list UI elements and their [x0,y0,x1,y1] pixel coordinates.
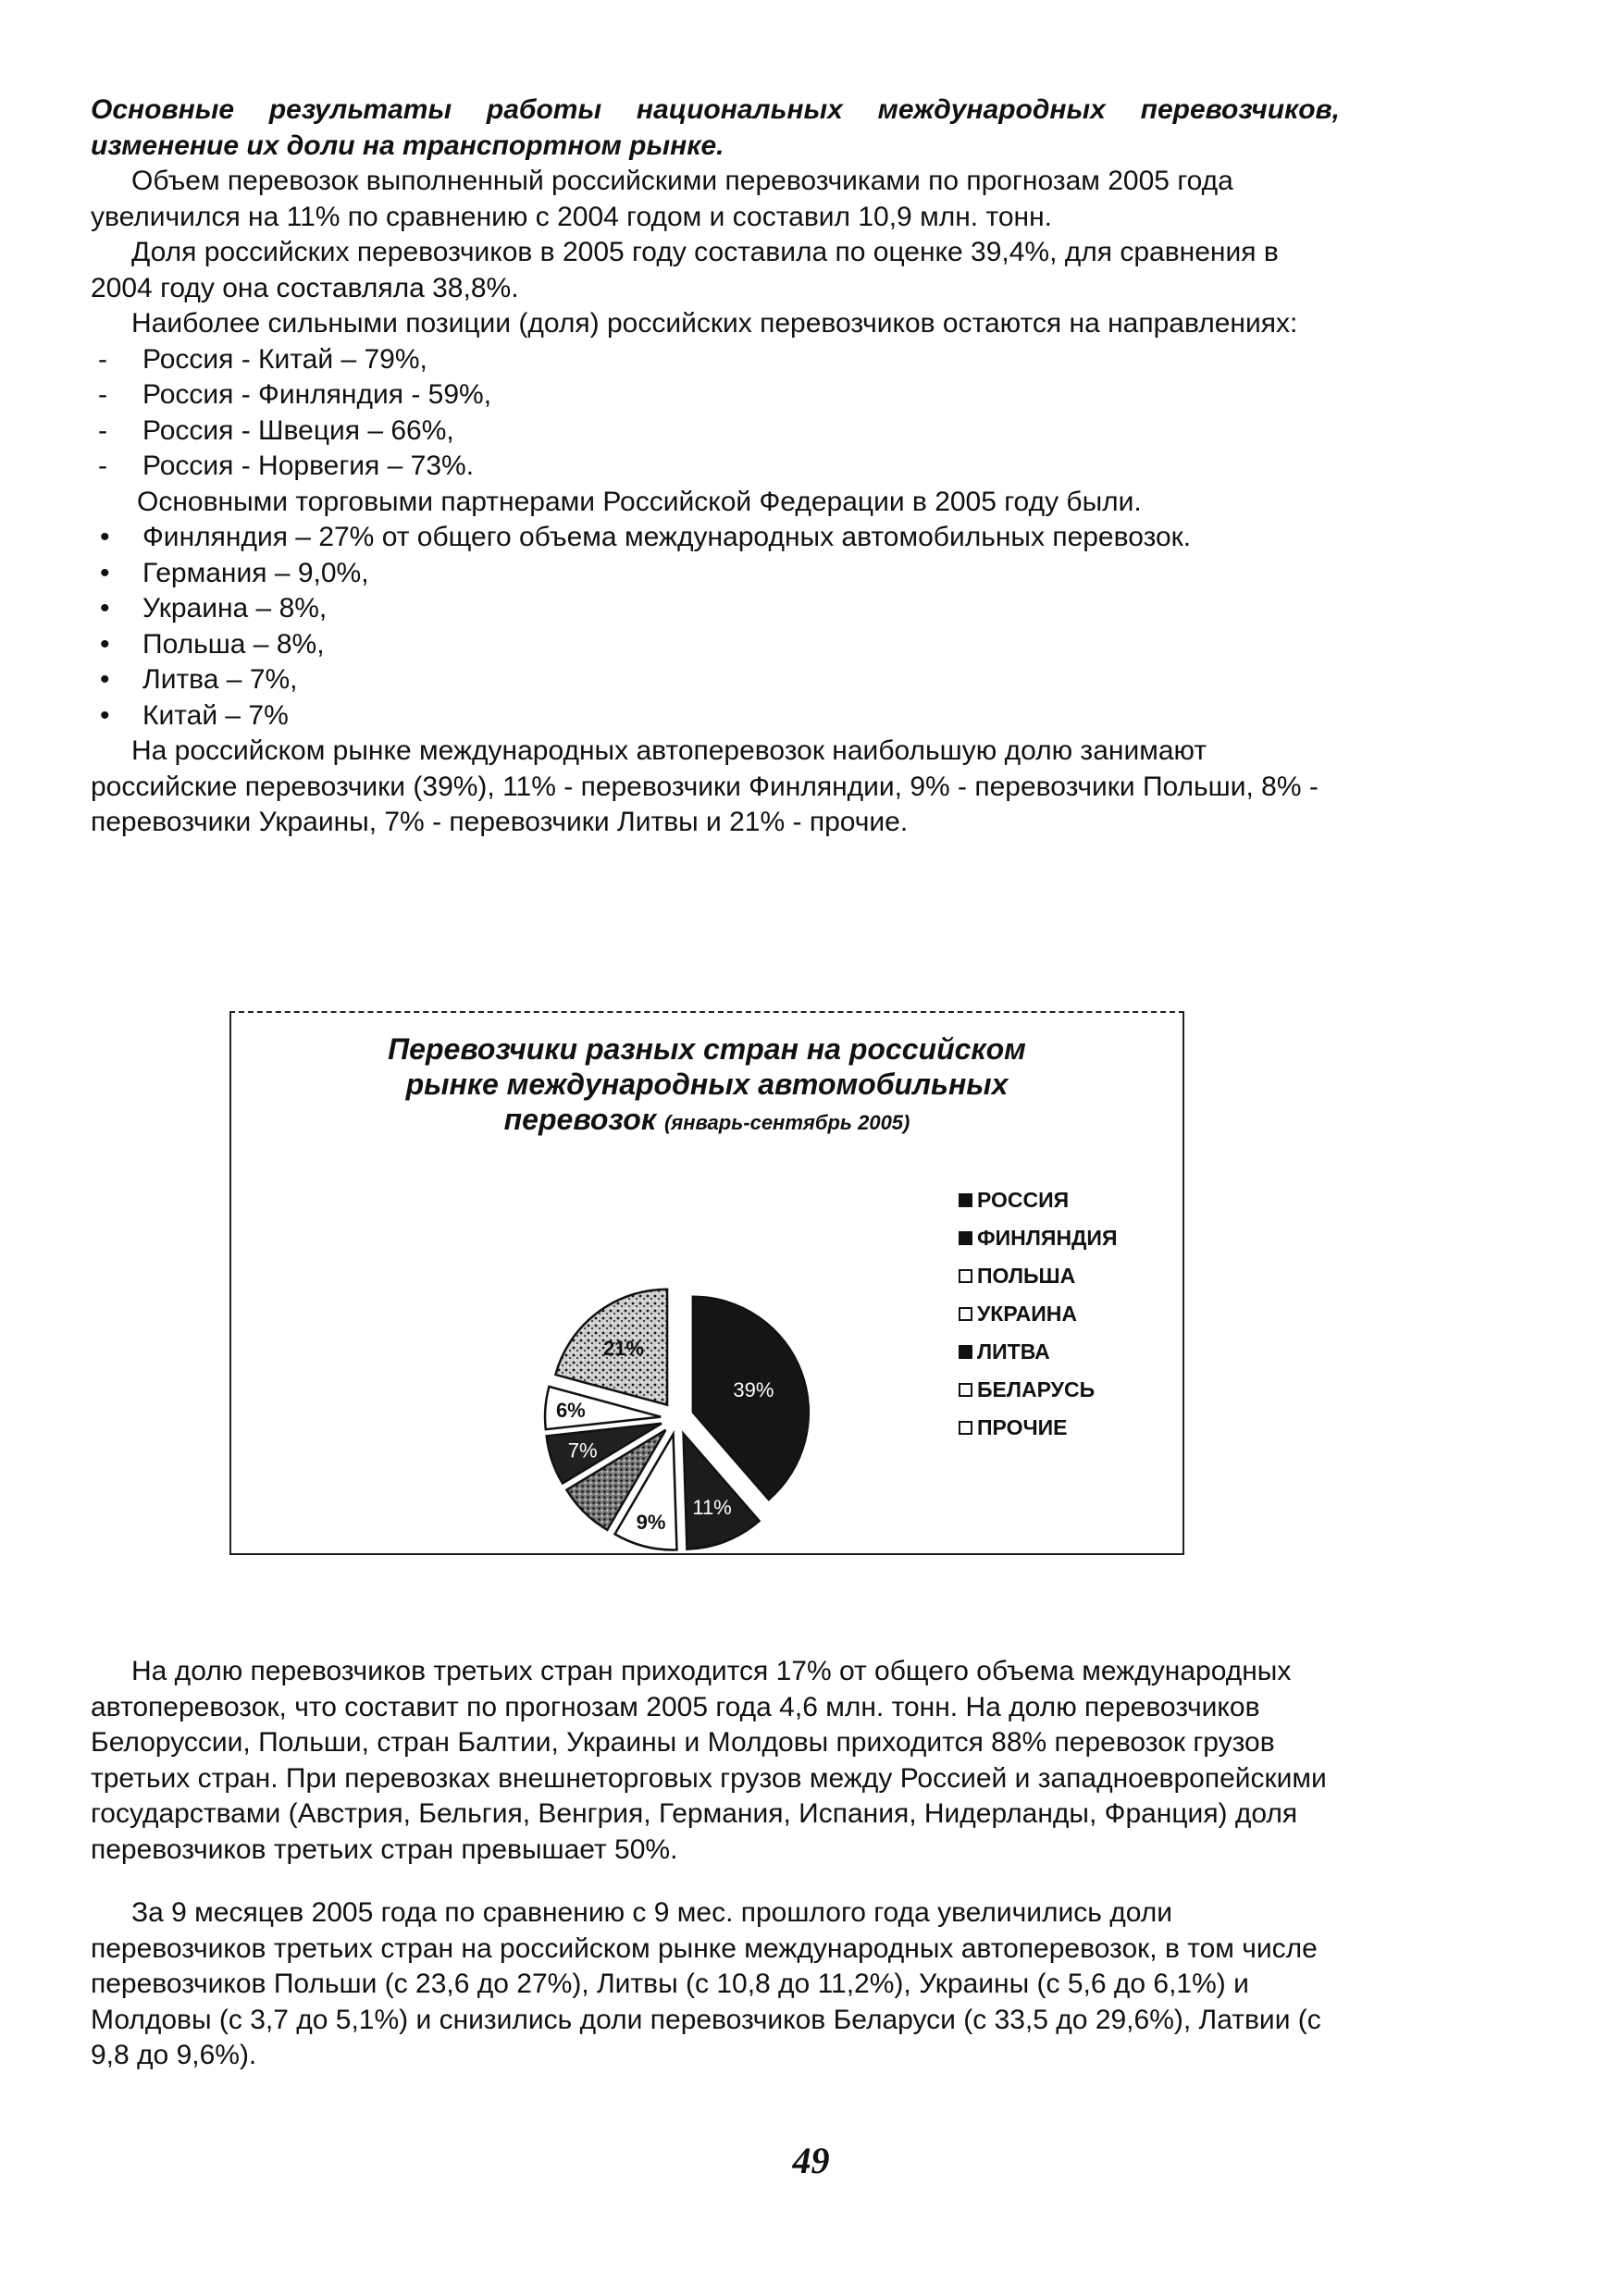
main-text-block [91,93,1340,841]
paragraph-third-countries: На долю перевозчиков третьих стран приходится 17% от общего объема международных автоперевозок, что составит по прогнозам 2005 года 4,6 млн. тонн. На долю перевозчиков Белоруссии, Польши, стран Балтии, Украины и Молдовы приходится 88% перевозок грузов третьих стран. При перевозках внешнеторговых грузов между Россией и западноевропейскими государствами (Австрия, Бельгия, Венгрия, Германия, Испания, Нидерланды, Франция) доля перевозчиков третьих стран превышает 50%. [91,1656,1327,1865]
list-item: • Литва – 7%, [91,662,1340,698]
chart-title-period: (январь-сентябрь 2005) [663,1111,910,1134]
legend-item [959,1257,1118,1295]
legend-item [959,1333,1118,1371]
legend-swatch [959,1345,972,1359]
legend-swatch [959,1231,972,1245]
legend-swatch [959,1307,972,1321]
pie-label-литва: 7% [567,1438,598,1463]
partners-intro: Основными торговыми партнерами Российской Федерации в 2005 году были. [137,486,1142,517]
paragraph-market-share: На российском рынке международных автоперевозок наибольшую долю занимают российские перевозчики (39%), 11% - перевозчики Финляндии, 9% - перевозчики Польши, 8% - перевозчики Украины, 7% - перевозчики Литвы и 21% - прочие. [91,735,1319,837]
legend-item [959,1181,1118,1219]
paragraph-share: Доля российских перевозчиков в 2005 году составила по оценке 39,4%, для сравнения в 2004 году она составляла 38,8%. [91,237,1279,303]
chart-title-line-1: Перевозчики разных стран на российском [388,1032,1026,1066]
paragraph-volume: Объем перевозок выполненный российскими перевозчиками по прогнозам 2005 года увеличился на 11% по сравнению с 2004 годом и составил 10,9 млн. тонн. [91,166,1233,232]
bottom-text-block [91,1626,1340,2102]
chart-legend [959,1181,1118,1447]
legend-label: РОССИЯ [977,1188,1070,1212]
pie-label-финляндия: 11% [692,1495,732,1519]
list-item: • Польша – 8%, [91,627,1340,663]
legend-label: ПРОЧИЕ [977,1415,1068,1439]
partners-list [91,520,1340,734]
list-item: • Украина – 8%, [91,591,1340,627]
legend-swatch [959,1269,972,1283]
list-item: - Россия - Норвегия – 73%. [91,449,1340,485]
list-item: - Россия - Финляндия - 59%, [91,377,1340,414]
list-item: • Китай – 7% [91,698,1340,734]
paragraph-nine-months: За 9 месяцев 2005 года по сравнению с 9 мес. прошлого года увеличились доли перевозчиков третьих стран на российском рынке международных автоперевозок, в том числе перевозчиков Польши (с 23,6 до 27%), Литвы (с 10,8 до 11,2%), Украины (с 5,6 до 6,1%) и Молдовы (с 3,7 до 5,1%) и снизились доли перевозчиков Беларуси (с 33,5 до 29,6%), Латвии (с 9,8 до 9,6%). [91,1897,1321,2070]
pie-chart-figure [229,1011,1184,1555]
legend-swatch [959,1193,972,1207]
legend-item [959,1219,1118,1257]
list-item: • Финляндия – 27% от общего объема международных автомобильных перевозок. [91,520,1340,556]
legend-item [959,1371,1118,1409]
list-item: - Россия - Китай – 79%, [91,342,1340,378]
legend-label: УКРАИНА [977,1302,1078,1326]
pie-label-беларусь: 6% [555,1399,586,1423]
list-item: • Германия – 9,0%, [91,556,1340,592]
page-number: 49 [792,2140,830,2181]
pie-label-россия: 39% [733,1378,774,1402]
legend-item [959,1295,1118,1333]
directions-list [91,342,1340,485]
pie-label-польша: 9% [636,1510,666,1534]
list-item: - Россия - Швеция – 66%, [91,414,1340,450]
legend-label: ФИНЛЯНДИЯ [977,1226,1118,1250]
chart-title-line-2: рынке международных автомобильных [405,1068,1009,1101]
legend-item [959,1409,1118,1447]
legend-swatch [959,1421,972,1435]
section-heading: Основные результаты работы национальных международных перевозчиков, изменение их доли на транспортном рынке. [91,94,1340,161]
legend-label: ЛИТВА [977,1339,1050,1364]
legend-swatch [959,1383,972,1397]
pie-label-прочие: 21% [602,1337,644,1361]
legend-label: БЕЛАРУСЬ [977,1377,1096,1401]
legend-label: ПОЛЬША [977,1264,1076,1288]
chart-title-main: перевозок [503,1103,657,1136]
paragraph-directions-intro: Наиболее сильными позиции (доля) российских перевозчиков остаются на направлениях: [131,308,1298,339]
